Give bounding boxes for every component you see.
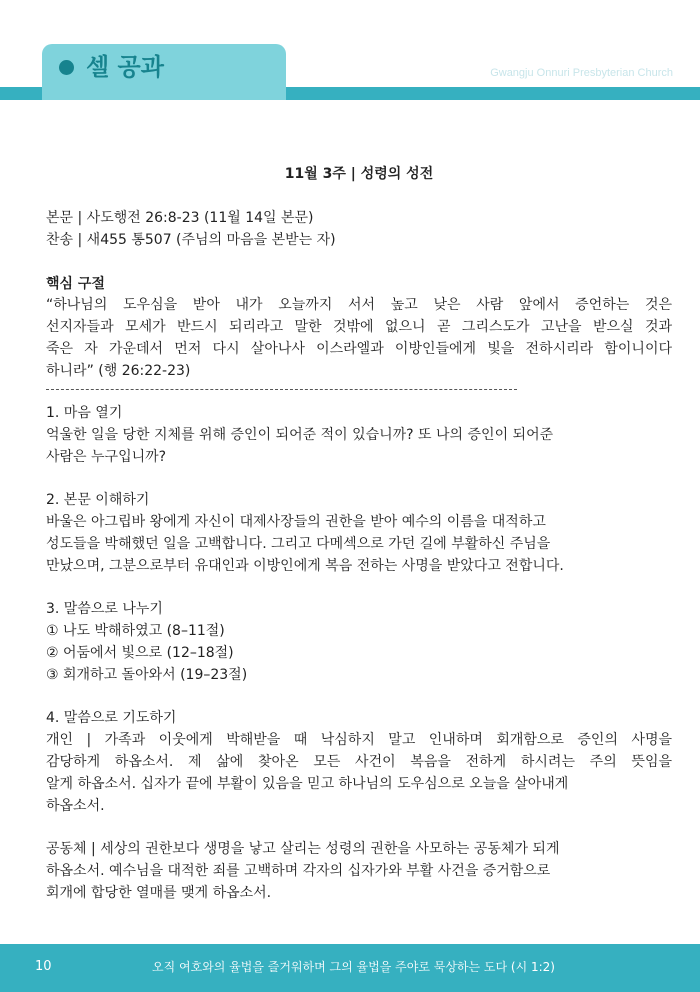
prayer-personal-line: 알게 하옵소서. 십자가 끝에 부활이 있음을 믿고 하나님의 도우심으로 오늘을 살아내게 bbox=[46, 776, 569, 792]
prayer-community-line: 회개에 합당한 열매를 맺게 하옵소서. bbox=[46, 885, 272, 901]
prayer-community-line: 하옵소서. 예수님을 대적한 죄를 고백하며 각자의 십자가와 부활 사건을 증거함으로 bbox=[46, 863, 551, 879]
key-verse-line: 하니라” (행 26:22-23) bbox=[46, 363, 191, 379]
key-verse-line: 죽은 자 가운데서 먼저 다시 살아나사 이스라엘과 이방인들에게 빛을 전하시리라 함이니이다 bbox=[46, 341, 672, 357]
prayer-personal-line: 개인 | 가족과 이웃에게 박해받을 때 낙심하지 말고 인내하며 회개함으로 증인의 사명을 bbox=[46, 732, 672, 748]
section-text: 억울한 일을 당한 지체를 위해 증인이 되어준 적이 있습니까? 또 나의 증인이 되어준 bbox=[46, 427, 554, 443]
page-number: 10 bbox=[35, 959, 52, 974]
bullet-dot-icon bbox=[59, 60, 74, 75]
list-item: ③ 회개하고 돌아와서 (19–23절) bbox=[46, 667, 248, 683]
footer-bar bbox=[0, 944, 700, 992]
footer-verse: 오직 여호와의 율법을 즐거워하며 그의 율법을 주야로 묵상하는 도다 (시 1:2) bbox=[152, 960, 555, 974]
lesson-title: 11월 3주 | 성령의 성전 bbox=[284, 166, 434, 182]
list-item: ② 어둠에서 빛으로 (12–18절) bbox=[46, 645, 234, 661]
page-title: 셀 공과 bbox=[86, 53, 164, 81]
section-heading-open-heart: 1. 마음 열기 bbox=[46, 405, 123, 421]
hymn-reference: 찬송 | 새455 통507 (주님의 마음을 본받는 자) bbox=[46, 232, 336, 248]
church-name: Gwangju Onnuri Presbyterian Church bbox=[490, 67, 673, 79]
prayer-community-line: 공동체 | 세상의 권한보다 생명을 낳고 살리는 성령의 권한을 사모하는 공동체가 되게 bbox=[46, 841, 560, 857]
section-heading-pray: 4. 말씀으로 기도하기 bbox=[46, 710, 177, 726]
section-heading-understand: 2. 본문 이해하기 bbox=[46, 492, 150, 508]
prayer-personal-line: 감당하게 하옵소서. 제 삶에 찾아온 모든 사건이 복음을 전하게 하시려는 주의 뜻임을 bbox=[46, 754, 672, 770]
section-text: 성도들을 박해했던 일을 고백합니다. 그리고 다메섹으로 가던 길에 부활하신 주님을 bbox=[46, 536, 551, 552]
dashed-divider bbox=[46, 389, 517, 390]
key-verse-line: 선지자들과 모세가 반드시 되리라고 말한 것밖에 없으니 곧 그리스도가 고난을 받으실 것과 bbox=[46, 319, 672, 335]
section-tab bbox=[42, 44, 286, 100]
list-item: ① 나도 박해하였고 (8–11절) bbox=[46, 623, 225, 639]
scripture-reference: 본문 | 사도행전 26:8-23 (11월 14일 본문) bbox=[46, 210, 314, 226]
section-heading-share: 3. 말씀으로 나누기 bbox=[46, 601, 163, 617]
key-verse-heading: 핵심 구절 bbox=[46, 276, 105, 292]
section-text: 사람은 누구입니까? bbox=[46, 449, 167, 465]
section-text: 만났으며, 그분으로부터 유대인과 이방인에게 복음 전하는 사명을 받았다고 전합니다. bbox=[46, 558, 564, 574]
key-verse-line: “하나님의 도우심을 받아 내가 오늘까지 서서 높고 낮은 사람 앞에서 증언하는 것은 bbox=[46, 297, 672, 313]
section-text: 바울은 아그립바 왕에게 자신이 대제사장들의 권한을 받아 예수의 이름을 대적하고 bbox=[46, 514, 546, 530]
prayer-personal-line: 하옵소서. bbox=[46, 798, 105, 814]
